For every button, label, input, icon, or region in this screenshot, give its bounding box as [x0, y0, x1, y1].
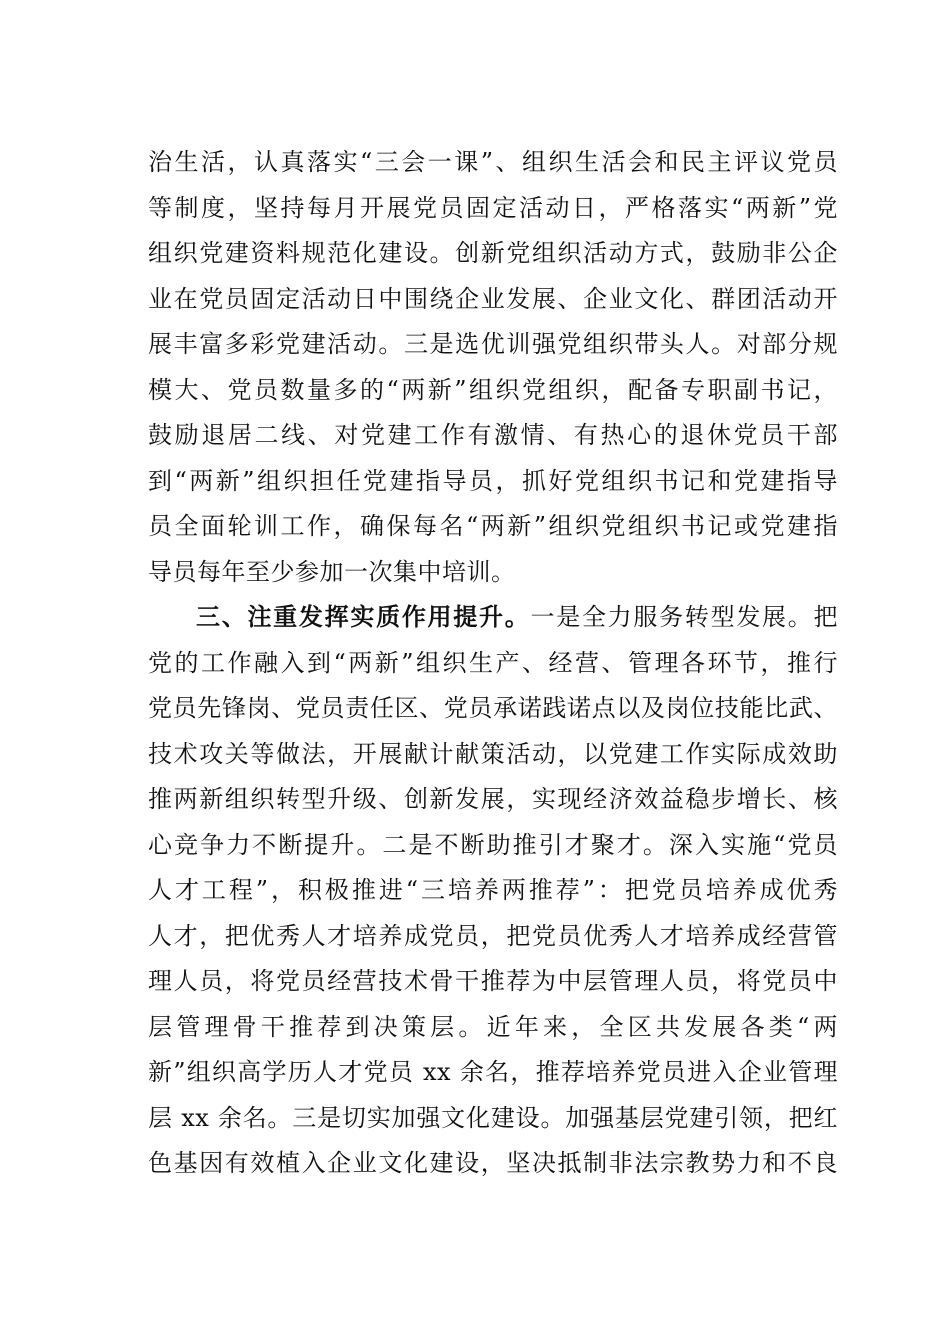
text-line: 组织党建资料规范化建设。创新党组织活动方式，鼓励非公企 — [148, 239, 838, 267]
text-line: 展丰富多彩党建活动。三是选优训强党组织带头人。对部分规 — [148, 330, 838, 358]
paragraph-2 — [148, 595, 838, 1187]
paragraph-first-line — [148, 595, 838, 641]
text-line: 鼓励退居二线、对党建工作有激情、有热心的退休党员干部 — [148, 421, 838, 449]
text-line: 导员每年至少参加一次集中培训。 — [148, 557, 516, 586]
text-line: 人才工程”，积极推进“三培养两推荐”：把党员培养成优秀 — [148, 876, 838, 904]
text-line: 党员先锋岗、党员责任区、党员承诺践诺点以及岗位技能比武、 — [148, 694, 838, 722]
text-line: 技术攻关等做法，开展献计献策活动，以党建工作实际成效助 — [148, 739, 838, 768]
section-heading: 三、注重发挥实质作用提升。 — [196, 603, 531, 631]
text-line: 推两新组织转型升级、创新发展，实现经济效益稳步增长、核 — [148, 785, 838, 813]
text-line: 到“两新”组织担任党建指导员，抓好党组织书记和党建指导 — [148, 466, 838, 495]
text-line: 业在党员固定活动日中围绕企业发展、企业文化、群团活动开 — [148, 284, 838, 313]
text-line: 党的工作融入到“两新”组织生产、经营、管理各环节，推行 — [148, 648, 838, 677]
text-line: 模大、党员数量多的“两新”组织党组织，配备专职副书记， — [148, 375, 838, 404]
text-line: 人才，把优秀人才培养成党员，把党员优秀人才培养成经营管 — [148, 921, 838, 950]
text-run: 一是全力服务转型发展。把 — [530, 603, 839, 631]
text-line: 色基因有效植入企业文化建设，坚决抵制非法宗教势力和不良 — [148, 1149, 838, 1177]
text-line: 层管理骨干推荐到决策层。近年来，全区共发展各类“两 — [148, 1012, 838, 1041]
text-line: 等制度，坚持每月开展党员固定活动日，严格落实“两新”党 — [148, 193, 838, 222]
paragraph-1 — [148, 140, 838, 595]
text-line: 心竞争力不断提升。二是不断助推引才聚才。深入实施“党员 — [148, 830, 838, 859]
text-line: 新”组织高学历人才党员 xx 余名，推荐培养党员进入企业管理 — [148, 1058, 838, 1086]
text-line: 员全面轮训工作，确保每名“两新”组织党组织书记或党建指 — [148, 512, 838, 540]
text-line: 理人员，将党员经营技术骨干推荐为中层管理人员，将党员中 — [148, 967, 838, 995]
document-body — [148, 140, 838, 1187]
text-line: 治生活，认真落实“三会一课”、组织生活会和民主评议党员 — [148, 148, 838, 176]
text-line: 层 xx 余名。三是切实加强文化建设。加强基层党建引领，把红 — [148, 1103, 838, 1132]
